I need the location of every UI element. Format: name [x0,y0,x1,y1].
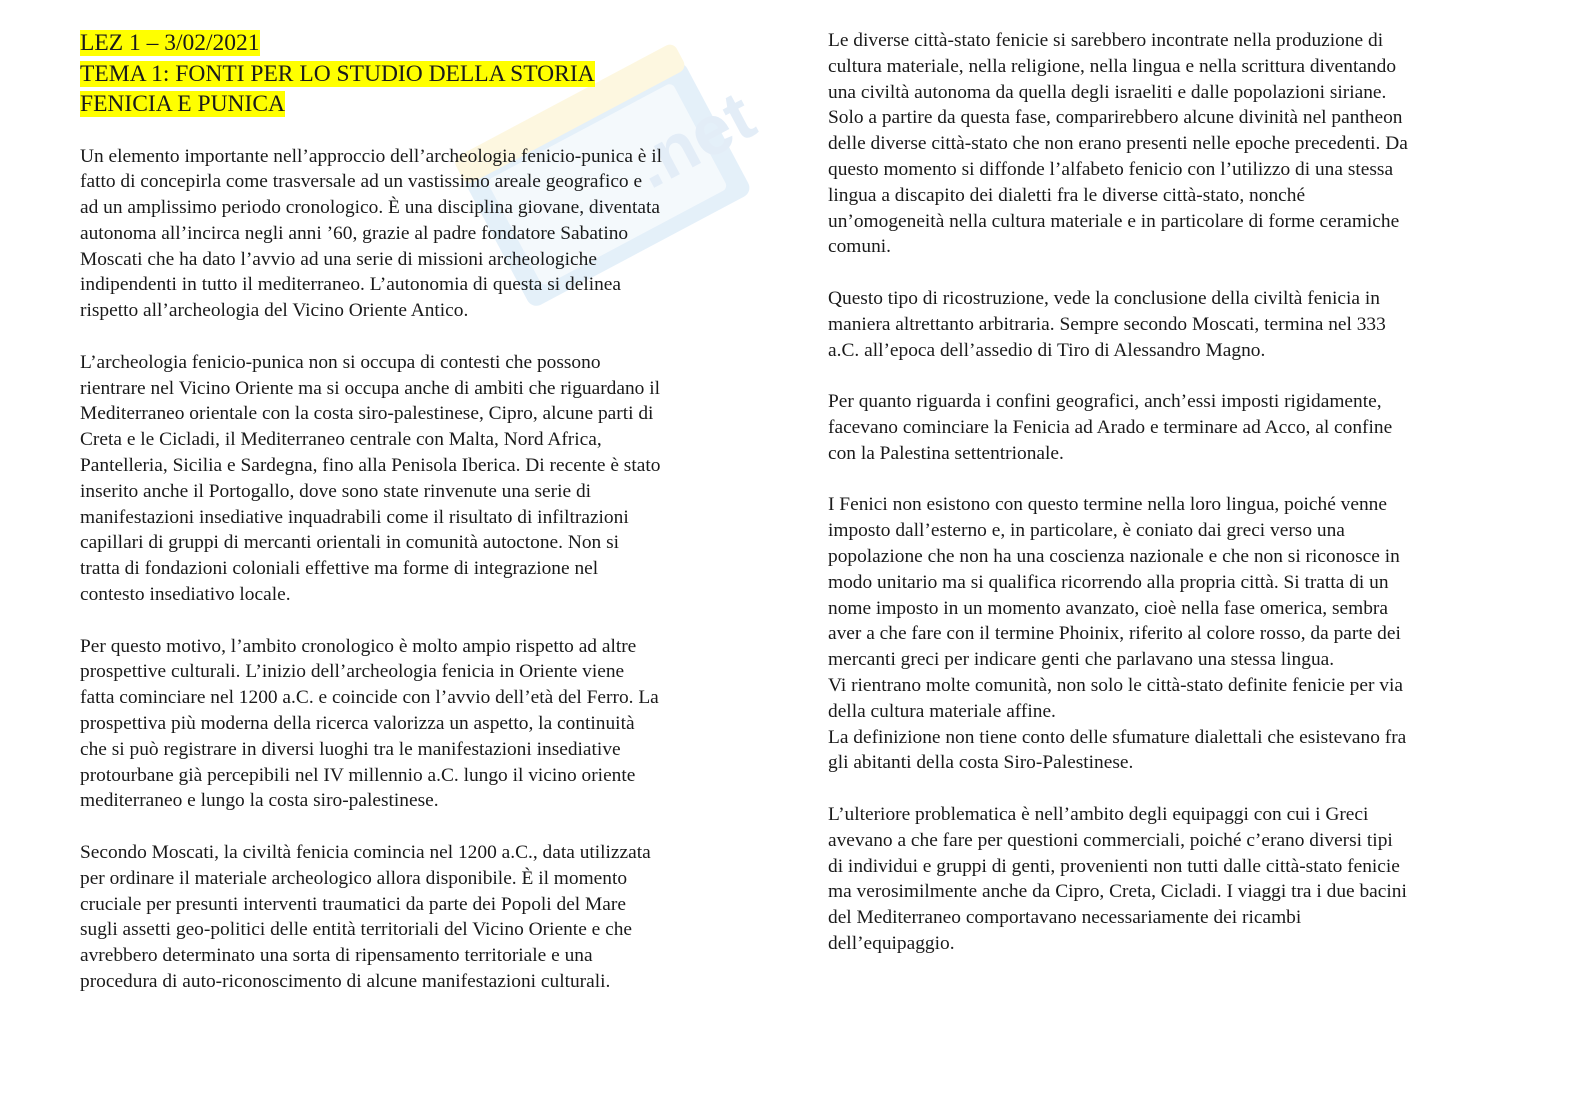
lecture-topic-line1: TEMA 1: FONTI PER LO STUDIO DELLA STORIA [80,60,595,87]
left-column [80,28,770,1021]
left-paragraph-2: L’archeologia fenicio-punica non si occupa di contesti che possono rientrare nel Vicino Oriente ma si occupa anche di ambiti che riguardano il Mediterraneo orientale con la costa siro-palestinese, Cipro, alcune parti di Creta e le Cicladi, il Mediterraneo centrale con Malta, Nord Africa, Pantelleria, Sicilia e Sardegna, fino alla Penisola Iberica. Di recente è stato inserito anche il Portogallo, dove sono state rinvenute una serie di manifestazioni insediative inquadrabili come il risultato di infiltrazioni capillari di gruppi di mercanti orientali in comunità autoctone. Non si tratta di fondazioni coloniali effettive ma forme di integrazione nel contesto insediativo locale. [80,351,661,606]
lecture-date: LEZ 1 – 3/02/2021 [80,30,260,56]
right-paragraph-2: Questo tipo di ricostruzione, vede la conclusione della civiltà fenicia in maniera altrettanto arbitraria. Sempre secondo Moscati, termina nel 333 a.C. all’epoca dell’assedio di Tiro di Alessandro Magno. [828,287,1386,361]
lecture-heading [80,28,770,120]
right-paragraph-6: La definizione non tiene conto delle sfumature dialettali che esistevano fra gli abitanti della costa Siro-Palestinese. [828,726,1407,774]
right-paragraph-7: L’ulteriore problematica è nell’ambito degli equipaggi con cui i Greci avevano a che fare per questioni commerciali, poiché c’erano diversi tipi di individui e gruppi di genti, provenienti non tutti dalle città-stato fenicie ma verosimilmente anche da Cipro, Creta, Cicladi. I viaggi tra i due bacini del Mediterraneo comportavano necessariamente dei ricambi dell’equipaggio. [828,803,1407,954]
right-paragraph-5: Vi rientrano molte comunità, non solo le città-stato definite fenicie per via della cultura materiale affine. [828,674,1403,722]
right-paragraph-4: I Fenici non esistono con questo termine nella loro lingua, poiché venne imposto dall’esterno e, in particolare, è coniato dai greci verso una popolazione che non ha una coscienza nazionale e che non si riconosce in modo unitario ma si qualifica ricorrendo alla propria città. Si tratta di un nome imposto in un momento avanzato, cioè nella fase omerica, sembra aver a che fare con il termine Phoinix, riferito al colore rosso, da parte dei mercanti greci per indicare genti che parlavano una stessa lingua. [828,494,1401,671]
left-paragraph-1: Un elemento importante nell’approccio dell’archeologia fenicio-punica è il fatto di concepirla come trasversale ad un vastissimo areale geografico e ad un amplissimo periodo cronologico. È una disciplina giovane, diventata autonoma all’incirca negli anni ’60, grazie al padre fondatore Sabatino Moscati che ha dato l’avvio ad una serie di missioni archeologiche indipendenti in tutto il mediterraneo. L’autonomia di questa si delinea rispetto all’archeologia del Vicino Oriente Antico. [80,145,663,322]
left-paragraph-4: Secondo Moscati, la civiltà fenicia comincia nel 1200 a.C., data utilizzata per ordinare il materiale archeologico allora disponibile. È il momento cruciale per presunti interventi traumatici da parte dei Popoli del Mare sugli assetti geo-politici delle entità territoriali del Vicino Oriente e che avrebbero determinato una sorta di ripensamento territoriale e una procedura di auto-riconoscimento di alcune manifestazioni culturali. [80,842,651,992]
svg-text:.net: .net [620,76,767,204]
right-column [828,28,1518,982]
right-paragraph-3: Per quanto riguarda i confini geografici, anch’essi imposti rigidamente, facevano cominciare la Fenicia ad Arado e terminare ad Acco, al confine con la Palestina settentrionale. [828,391,1393,464]
left-paragraph-3: Per questo motivo, l’ambito cronologico è molto ampio rispetto ad altre prospettive culturali. L’inizio dell’archeologia fenicia in Oriente viene fatta cominciare nel 1200 a.C. e coincide con l’avvio dell’età del Ferro. La prospettiva più moderna della ricerca valorizza un aspetto, la continuità che si può registrare in diversi luoghi tra le manifestazioni insediative protourbane già percepibili nel IV millennio a.C. lungo il vicino oriente mediterraneo e lungo la costa siro-palestinese. [80,635,659,812]
right-paragraph-1: Le diverse città-stato fenicie si sarebbero incontrate nella produzione di cultura materiale, nella religione, nella lingua e nella scrittura diventando una civiltà autonoma da quella degli israeliti e dalle popolazioni siriane. Solo a partire da questa fase, comparirebbero alcune divinità nel pantheon delle diverse città-stato che non erano presenti nelle epoche precedenti. Da questo momento si diffonde l’alfabeto fenicio con l’utilizzo di una stessa lingua a discapito dei dialetti fra le diverse città-stato, nonché un’omogeneità nella cultura materiale e in particolare di forme ceramiche comuni. [828,30,1408,258]
lecture-topic-line2: FENICIA E PUNICA [80,91,285,117]
